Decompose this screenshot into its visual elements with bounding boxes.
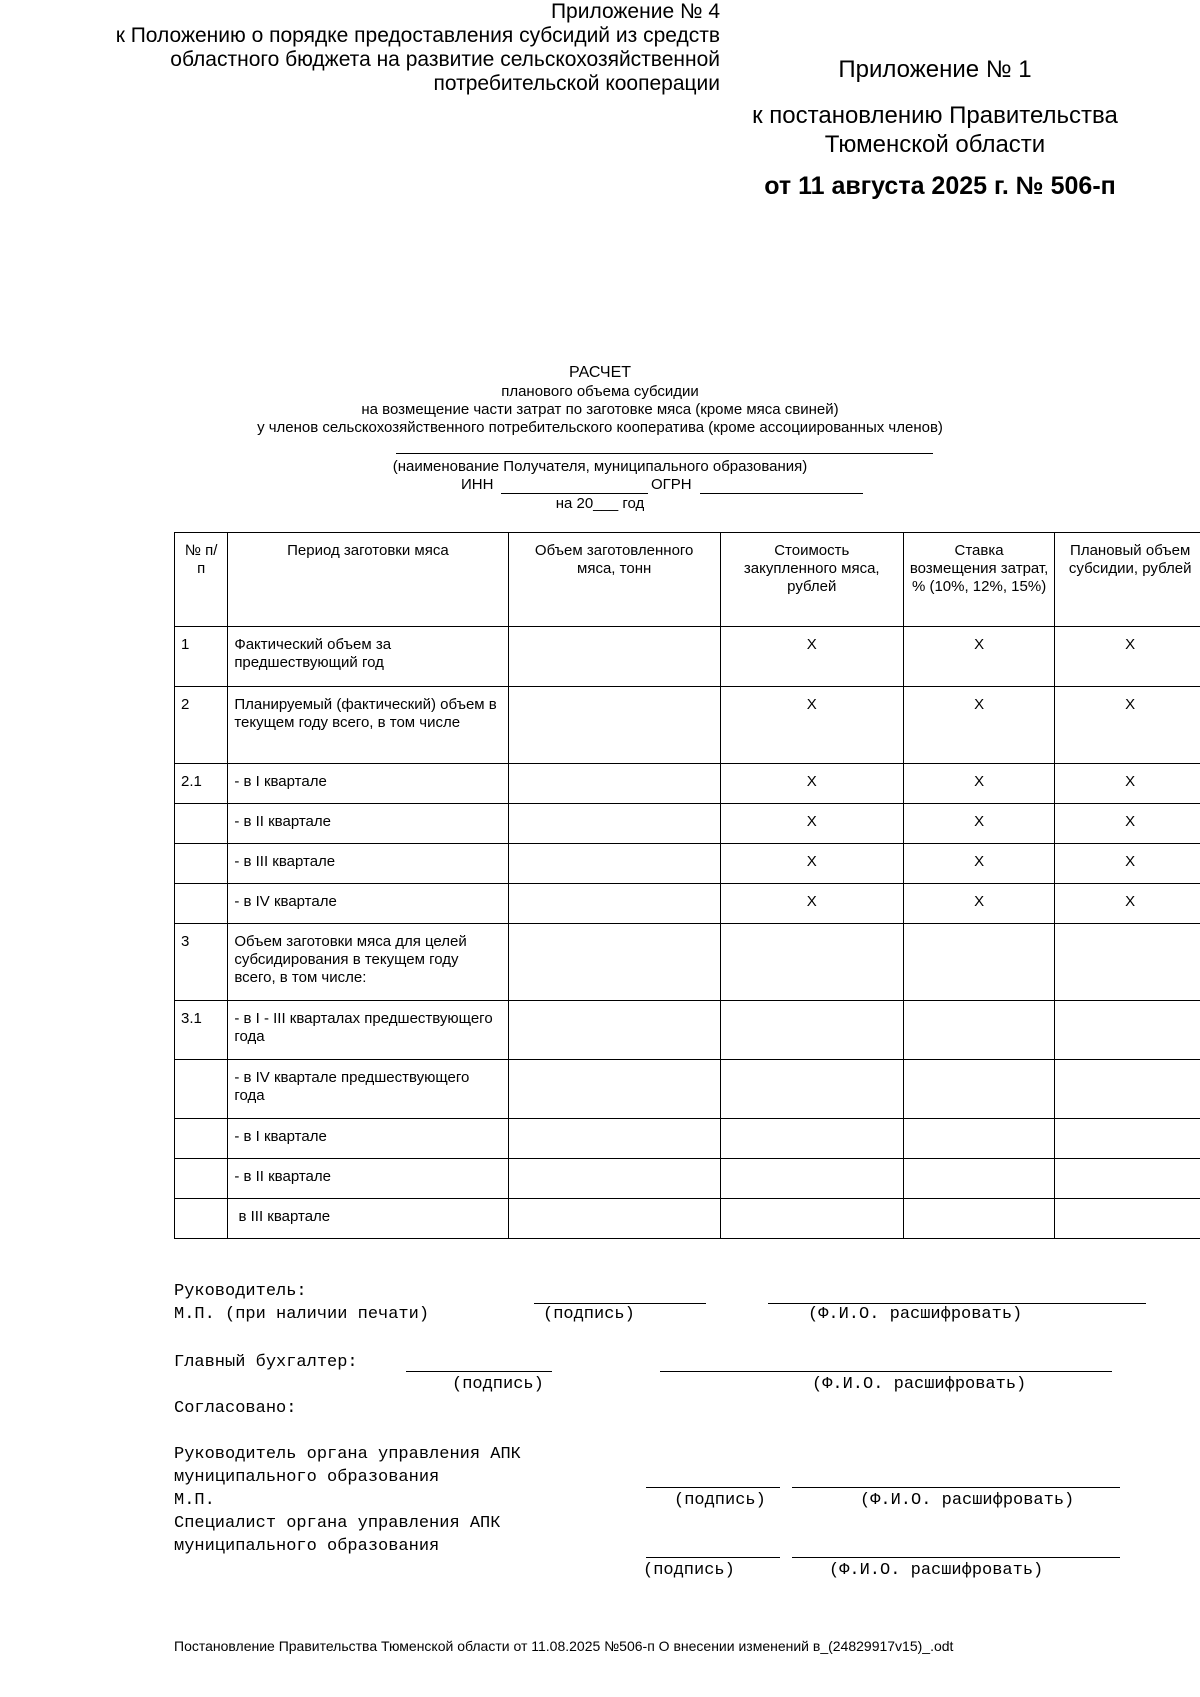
cell-number (175, 1119, 228, 1159)
cell-cost: Х (720, 627, 903, 687)
cell-period: Объем заготовки мяса для целей субсидирования в текущем году всего, в том числе: (228, 924, 508, 1001)
cell-volume[interactable] (508, 1119, 720, 1159)
document-footer: Постановление Правительства Тюменской области от 11.08.2025 №506-п О внесении изменений в_(24829917v15)_.odt (174, 1638, 954, 1654)
to-decree-line-1: к постановлению Правительства (752, 102, 1118, 129)
cell-volume[interactable] (508, 804, 720, 844)
cell-subsidy: Х (1055, 764, 1200, 804)
cell-cost[interactable] (720, 1199, 903, 1239)
cell-number: 3 (175, 924, 228, 1001)
apk-spec-signature-line[interactable] (646, 1557, 780, 1558)
decree-number: от 11 августа 2025 г. № 506-п (764, 172, 1116, 200)
apk-head-line-1: Руководитель органа управления АПК (174, 1445, 521, 1464)
head-signature-line[interactable] (534, 1303, 706, 1304)
recipient-name-caption: (наименование Получателя, муниципального образования) (392, 458, 808, 475)
cell-subsidy: Х (1055, 844, 1200, 884)
accountant-signature-line[interactable] (406, 1371, 552, 1372)
table-row (175, 1060, 1200, 1119)
apk-head-fio-line[interactable] (792, 1487, 1120, 1488)
cell-subsidy[interactable] (1055, 1060, 1200, 1119)
cell-subsidy[interactable] (1055, 1199, 1200, 1239)
cell-cost[interactable] (720, 1001, 903, 1060)
apk-spec-fio-caption: (Ф.И.О. расшифровать) (829, 1561, 1044, 1580)
cell-subsidy: Х (1055, 804, 1200, 844)
cell-period: - в IV квартале предшествующего года (228, 1060, 508, 1119)
cell-rate[interactable] (903, 1001, 1055, 1060)
annex-1-label: Приложение № 1 (838, 56, 1032, 83)
cell-number: 2.1 (175, 764, 228, 804)
agreed-label: Согласовано: (174, 1399, 297, 1418)
cell-volume[interactable] (508, 884, 720, 924)
head-fio-line[interactable] (768, 1303, 1146, 1304)
cell-period: - в I - III кварталах предшествующего года (228, 1001, 508, 1060)
cell-subsidy: Х (1055, 687, 1200, 764)
cell-volume[interactable] (508, 1001, 720, 1060)
cell-volume[interactable] (508, 627, 720, 687)
to-decree-label (715, 101, 1155, 159)
cell-period: - в IV квартале (228, 884, 508, 924)
cell-volume[interactable] (508, 1159, 720, 1199)
cell-subsidy[interactable] (1055, 924, 1200, 1001)
table-row (175, 804, 1200, 844)
accountant-fio-caption: (Ф.И.О. расшифровать) (812, 1375, 1027, 1394)
cell-cost[interactable] (720, 924, 903, 1001)
cell-cost: Х (720, 844, 903, 884)
table-header-row (175, 533, 1200, 627)
cell-volume[interactable] (508, 1060, 720, 1119)
col-header-volume: Объем заготовленного мяса, тонн (508, 533, 720, 627)
col-header-subsidy: Плановый объем субсидии, рублей (1055, 533, 1200, 627)
apk-head-fio-caption: (Ф.И.О. расшифровать) (860, 1491, 1075, 1510)
cell-period: в III квартале (228, 1199, 508, 1239)
apk-head-line-2: муниципального образования (174, 1468, 440, 1487)
table-row (175, 687, 1200, 764)
table-row (175, 627, 1200, 687)
cell-number: 3.1 (175, 1001, 228, 1060)
to-decree-line-2: Тюменской области (824, 131, 1046, 158)
col-header-number: № п/п (175, 533, 228, 627)
cell-volume[interactable] (508, 1199, 720, 1239)
cell-rate: Х (903, 884, 1055, 924)
cell-volume[interactable] (508, 687, 720, 764)
cell-cost[interactable] (720, 1119, 903, 1159)
ogrn-line[interactable] (700, 493, 863, 494)
annex-4-block (0, 0, 720, 96)
cell-subsidy[interactable] (1055, 1119, 1200, 1159)
apk-spec-line-1: Специалист органа управления АПК (174, 1514, 501, 1533)
head-signature-caption: (подпись) (543, 1305, 635, 1324)
cell-period: - в I квартале (228, 1119, 508, 1159)
cell-cost[interactable] (720, 1060, 903, 1119)
annex-4-line-3: областного бюджета на развитие сельскохозяйственной (170, 48, 720, 71)
cell-number (175, 1159, 228, 1199)
table-row (175, 1159, 1200, 1199)
cell-rate: Х (903, 627, 1055, 687)
cell-cost: Х (720, 764, 903, 804)
calc-subtitle-2: на возмещение части затрат по заготовке мяса (кроме мяса свиней) (361, 401, 839, 418)
cell-subsidy[interactable] (1055, 1159, 1200, 1199)
table-row (175, 764, 1200, 804)
cell-rate: Х (903, 844, 1055, 884)
annex-4-line-4: потребительской кооперации (433, 72, 720, 95)
head-fio-caption: (Ф.И.О. расшифровать) (808, 1305, 1023, 1324)
cell-period: - в II квартале (228, 1159, 508, 1199)
apk-spec-signature-caption: (подпись) (643, 1561, 735, 1580)
mp-label: М.П. (174, 1491, 215, 1510)
calc-title: РАСЧЕТ (568, 364, 632, 381)
apk-spec-line-2: муниципального образования (174, 1537, 440, 1556)
cell-number (175, 844, 228, 884)
cell-period: - в II квартале (228, 804, 508, 844)
apk-head-signature-line[interactable] (646, 1487, 780, 1488)
calc-subtitle-1: планового объема субсидии (501, 383, 699, 400)
table-row (175, 1119, 1200, 1159)
head-label: Руководитель: (174, 1282, 307, 1301)
cell-subsidy[interactable] (1055, 1001, 1200, 1060)
cell-rate[interactable] (903, 1119, 1055, 1159)
cell-period: Фактический объем за предшествующий год (228, 627, 508, 687)
cell-period: - в I квартале (228, 764, 508, 804)
table-row (175, 1001, 1200, 1060)
cell-rate: Х (903, 804, 1055, 844)
col-header-period: Период заготовки мяса (228, 533, 508, 627)
cell-cost: Х (720, 687, 903, 764)
cell-number: 2 (175, 687, 228, 764)
inn-label: ИНН (461, 476, 494, 493)
cell-subsidy: Х (1055, 627, 1200, 687)
cell-number (175, 1199, 228, 1239)
cell-number (175, 1060, 228, 1119)
table-row (175, 1199, 1200, 1239)
cell-cost: Х (720, 884, 903, 924)
cell-rate: Х (903, 764, 1055, 804)
col-header-rate: Ставка возмещения затрат, % (10%, 12%, 15%) (903, 533, 1055, 627)
accountant-fio-line[interactable] (660, 1371, 1112, 1372)
annex-4-line-1: Приложение № 4 (550, 0, 720, 23)
col-header-cost: Стоимость закупленного мяса, рублей (720, 533, 903, 627)
cell-volume[interactable] (508, 844, 720, 884)
cell-period: Планируемый (фактический) объем в текущем году всего, в том числе (228, 687, 508, 764)
annex-4-line-2: к Положению о порядке предоставления субсидий из средств (115, 24, 720, 47)
accountant-signature-caption: (подпись) (452, 1375, 544, 1394)
apk-spec-fio-line[interactable] (792, 1557, 1120, 1558)
cell-number (175, 804, 228, 844)
inn-line[interactable] (501, 493, 648, 494)
cell-rate[interactable] (903, 924, 1055, 1001)
cell-number (175, 884, 228, 924)
cell-rate[interactable] (903, 1060, 1055, 1119)
apk-head-signature-caption: (подпись) (674, 1491, 766, 1510)
calc-subtitle-3: у членов сельскохозяйственного потребительского кооператива (кроме ассоциированных членов) (257, 419, 943, 436)
cell-period: - в III квартале (228, 844, 508, 884)
cell-volume[interactable] (508, 764, 720, 804)
cell-rate[interactable] (903, 1159, 1055, 1199)
chief-accountant-label: Главный бухгалтер: (174, 1353, 358, 1372)
table-row (175, 844, 1200, 884)
cell-cost[interactable] (720, 1159, 903, 1199)
table-row (175, 924, 1200, 1001)
cell-subsidy: Х (1055, 884, 1200, 924)
year-label: на 20___ год (555, 495, 645, 512)
table-row (175, 884, 1200, 924)
cell-volume[interactable] (508, 924, 720, 1001)
ogrn-label: ОГРН (651, 476, 692, 493)
cell-rate: Х (903, 687, 1055, 764)
recipient-name-line (396, 453, 933, 454)
calculation-table (174, 532, 1200, 1239)
cell-number: 1 (175, 627, 228, 687)
cell-rate[interactable] (903, 1199, 1055, 1239)
mp-seal-label: М.П. (при наличии печати) (174, 1305, 430, 1324)
cell-cost: Х (720, 804, 903, 844)
